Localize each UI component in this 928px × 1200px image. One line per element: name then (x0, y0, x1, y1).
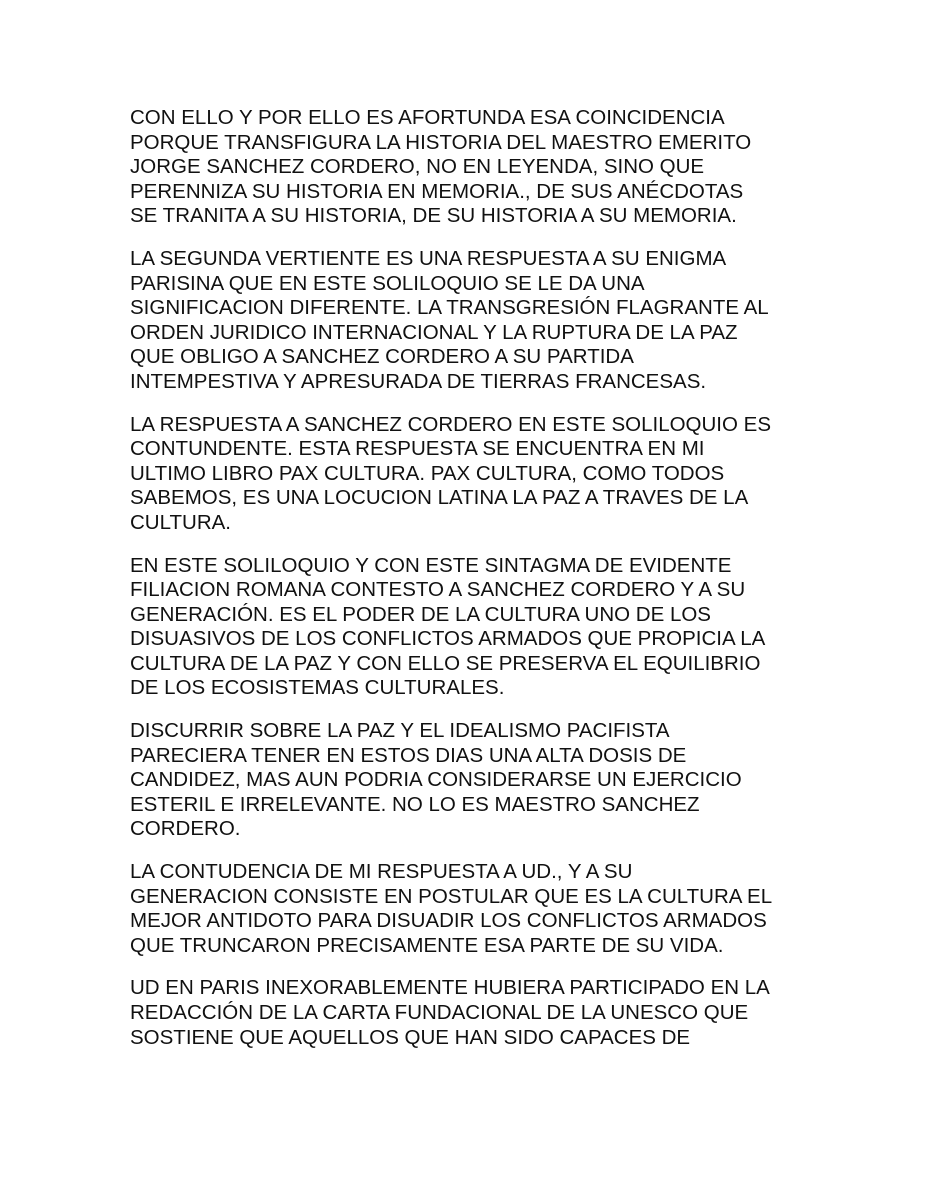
text-line: JORGE SANCHEZ CORDERO, NO EN LEYENDA, SINO QUE (130, 155, 705, 179)
text-line: CON ELLO Y POR ELLO ES AFORTUNDA ESA COINCIDENCIA (130, 106, 725, 129)
text-line: FILIACION ROMANA CONTESTO A SANCHEZ CORDERO Y A SU (130, 578, 746, 602)
text-line: ULTIMO LIBRO PAX CULTURA. PAX CULTURA, COMO TODOS (130, 461, 725, 485)
text-line: CANDIDEZ, MAS AUN PODRIA CONSIDERARSE UN EJERCICIO (130, 768, 742, 792)
paragraph-1 (130, 106, 820, 229)
text-line: DISUASIVOS DE LOS CONFLICTOS ARMADOS QUE PROPICIA LA (130, 627, 766, 651)
text-line: UD EN PARIS INEXORABLEMENTE HUBIERA PARTICIPADO EN LA (130, 976, 770, 1000)
text-line: ESTERIL E IRRELEVANTE. NO LO ES MAESTRO SANCHEZ (130, 792, 700, 816)
text-line: MEJOR ANTIDOTO PARA DISUADIR LOS CONFLICTOS ARMADOS (130, 909, 767, 933)
text-line: LA CONTUDENCIA DE MI RESPUESTA A UD., Y A SU (130, 860, 633, 884)
text-line: SOSTIENE QUE AQUELLOS QUE HAN SIDO CAPACES DE (130, 1025, 691, 1049)
text-line: LA SEGUNDA VERTIENTE ES UNA RESPUESTA A SU ENIGMA (130, 246, 727, 270)
text-line: DE LOS ECOSISTEMAS CULTURALES. (130, 676, 505, 700)
paragraph-5 (130, 719, 820, 842)
text-line: DISCURRIR SOBRE LA PAZ Y EL IDEALISMO PACIFISTA (130, 719, 670, 743)
text-line: REDACCIÓN DE LA CARTA FUNDACIONAL DE LA UNESCO QUE (130, 1001, 749, 1024)
text-line: EN ESTE SOLILOQUIO Y CON ESTE SINTAGMA DE EVIDENTE (130, 553, 732, 577)
paragraph-2 (130, 247, 820, 395)
text-line: SIGNIFICACION DIFERENTE. LA TRANSGRESIÓN FLAGRANTE AL (130, 296, 769, 320)
paragraph-6 (130, 860, 820, 958)
text-line: GENERACIÓN. ES EL PODER DE LA CULTURA UNO DE LOS (130, 602, 711, 626)
text-line: CONTUNDENTE. ESTA RESPUESTA SE ENCUENTRA EN MI (130, 437, 705, 461)
document-body (130, 106, 820, 1068)
text-line: PERENNIZA SU HISTORIA EN MEMORIA., DE SUS ANÉCDOTAS (130, 179, 744, 203)
text-line: PARECIERA TENER EN ESTOS DIAS UNA ALTA DOSIS DE (130, 743, 687, 767)
text-line: GENERACION CONSISTE EN POSTULAR QUE ES LA CULTURA EL (130, 884, 773, 908)
text-line: LA RESPUESTA A SANCHEZ CORDERO EN ESTE SOLILOQUIO ES (130, 412, 771, 436)
text-line: SE TRANITA A SU HISTORIA, DE SU HISTORIA A SU MEMORIA. (130, 204, 737, 228)
text-line: CULTURA. (130, 510, 231, 534)
paragraph-3 (130, 413, 820, 536)
text-line: QUE OBLIGO A SANCHEZ CORDERO A SU PARTIDA (130, 345, 634, 369)
paragraph-7 (130, 976, 820, 1050)
text-line: ORDEN JURIDICO INTERNACIONAL Y LA RUPTURA DE LA PAZ (130, 320, 738, 344)
text-line: CULTURA DE LA PAZ Y CON ELLO SE PRESERVA EL EQUILIBRIO (130, 651, 761, 675)
text-line: CORDERO. (130, 817, 241, 841)
text-line: QUE TRUNCARON PRECISAMENTE ESA PARTE DE SU VIDA. (130, 933, 724, 957)
paragraph-4 (130, 554, 820, 702)
text-line: PORQUE TRANSFIGURA LA HISTORIA DEL MAESTRO EMERITO (130, 130, 752, 154)
text-line: PARISINA QUE EN ESTE SOLILOQUIO SE LE DA UNA (130, 271, 645, 295)
text-line: SABEMOS, ES UNA LOCUCION LATINA LA PAZ A TRAVES DE LA (130, 486, 749, 510)
text-line: INTEMPESTIVA Y APRESURADA DE TIERRAS FRANCESAS. (130, 369, 707, 393)
